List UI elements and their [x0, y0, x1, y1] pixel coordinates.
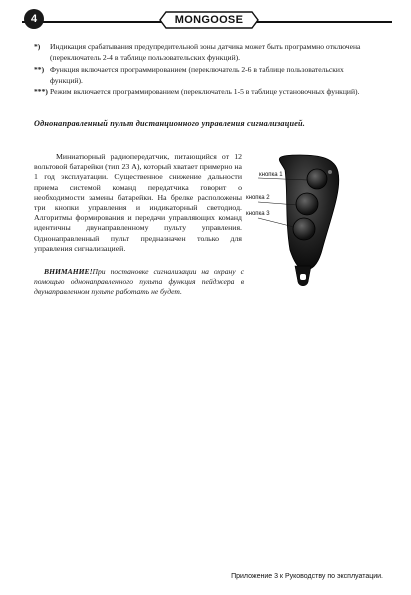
note-2-mark: **)	[34, 65, 45, 74]
brand-logo	[158, 8, 260, 32]
note-1	[34, 42, 374, 63]
section-heading: Однонаправленный пульт дистанционного управления сигнализацией.	[34, 119, 306, 128]
button-1-label: кнопка 1	[259, 172, 283, 178]
note-1-mark: *)	[34, 42, 41, 51]
remote-fob-illustration	[240, 150, 360, 295]
button-3-label: кнопка 3	[246, 211, 270, 217]
button-2-label: кнопка 2	[246, 195, 270, 201]
note-1-text: Индикация срабатывания предупредительной зоны датчика может быть программно отключена (переключатель 2-4 в таблице пользовательских функций).	[50, 42, 361, 62]
fob-led	[328, 170, 332, 174]
page-number: 4	[24, 9, 44, 29]
fob-button-1	[307, 169, 327, 189]
body-paragraph: Миниатюрный радиопередатчик, питающийся от 12 вольтовой батарейки (тип 23 A), который хватает примерно на 1 год эксплуатации. Существенное снижение дальности приема системой команд передатчика говорит о необходимости замены батарейки. На брелке расположены три кнопки управления и индикаторный светодиод. Алгоритмы формирования и передачи управляющих команд идентичны двунаправленному пульту управления. Однонаправленный пульт предназначен только для управления сигнализацией.	[34, 152, 242, 253]
page-footer: Приложение 3 к Руководству по эксплуатации.	[231, 573, 383, 580]
note-3-mark: ***)	[34, 87, 48, 96]
warning-paragraph	[34, 267, 244, 297]
warning-text: При постановке сигнализации на охрану с помощью однонаправленного пульта функция пейджера в двунаправленном пульте работать не будет.	[34, 267, 244, 296]
note-3	[34, 87, 374, 98]
note-2-text: Функция включается программированием (переключатель 2-6 в таблице пользовательских функций).	[50, 65, 344, 85]
fob-ring-hole	[300, 274, 306, 280]
note-2	[34, 65, 374, 86]
fob-button-2	[296, 193, 318, 215]
note-3-text: Режим включается программированием (переключатель 1-5 в таблице установочных функций).	[50, 87, 360, 96]
brand-name: MONGOOSE	[174, 14, 244, 26]
warning-lead: ВНИМАНИЕ!	[44, 267, 93, 276]
fob-button-3	[293, 218, 315, 240]
